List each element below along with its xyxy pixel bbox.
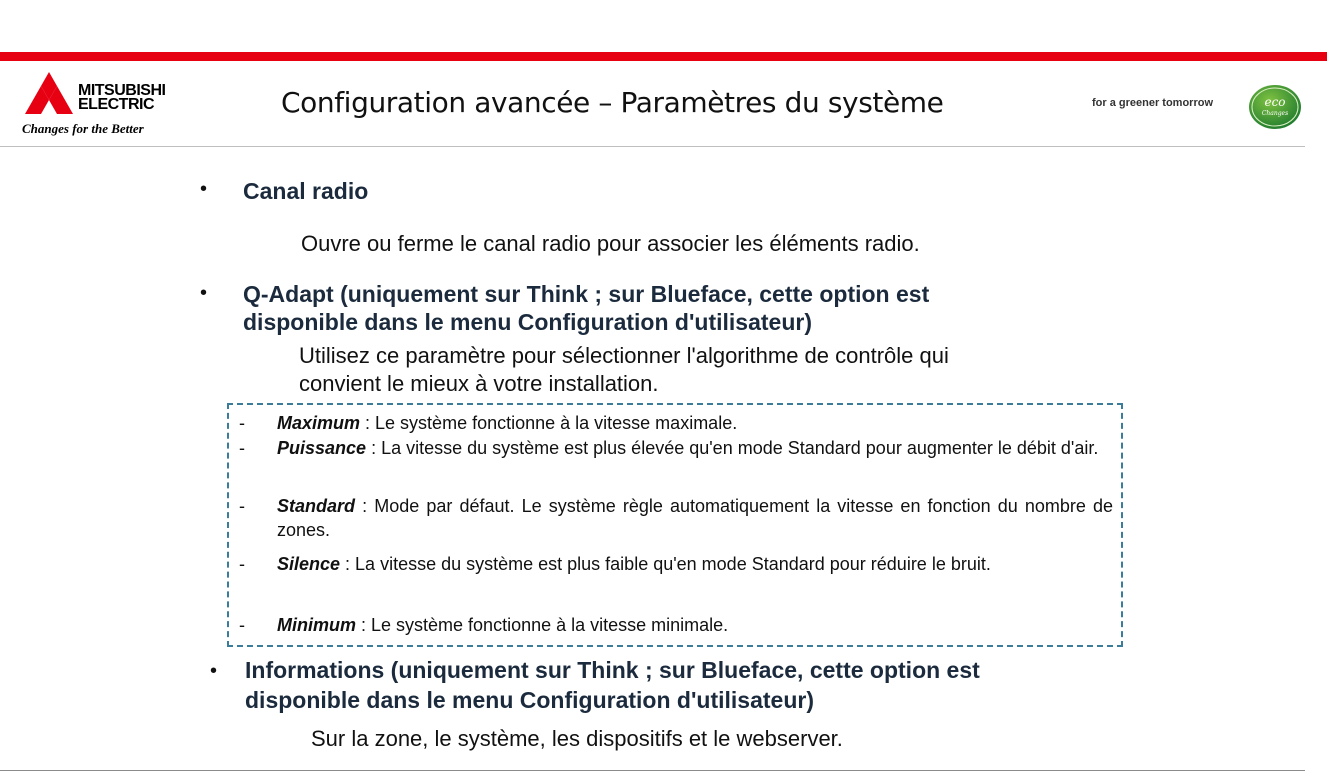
option-dash: - [239,496,245,516]
option-name: Puissance [277,438,367,458]
mitsubishi-logo [22,72,192,138]
option-dash: - [239,438,245,458]
eco-logo-subtext: Changes [1261,110,1289,117]
section-title-q-adapt-line2: disponible dans le menu Configuration d'utilisateur) [243,309,812,335]
option-dash: - [239,413,245,433]
section-title-canal-radio: Canal radio [243,178,369,204]
section-description-q-adapt-line2: convient le mieux à votre installation. [299,371,659,396]
option-text: : La vitesse du système est plus faible qu'en mode Standard pour réduire le bruit. [340,554,991,574]
section-title-informations-line2: disponible dans le menu Configuration d'utilisateur) [245,687,814,713]
option-name: Maximum [277,413,361,433]
section-title-informations-line1: Informations (uniquement sur Think ; sur Blueface, cette option est [245,657,980,683]
bullet-q-adapt: • [200,282,208,304]
eco-logo-text: eco [1264,95,1286,109]
three-diamonds-icon [22,72,76,116]
brand-name-line2: ELECTRIC [78,96,154,113]
section-description-q-adapt-line1: Utilisez ce paramètre pour sélectionner l'algorithme de contrôle qui [299,343,949,368]
option-dash: - [239,615,245,635]
option-name: Minimum [277,615,356,635]
bullet-informations: • [210,660,218,682]
brand-name-line1: MITSUBISHI [78,82,166,99]
q-adapt-options-box [227,403,1123,647]
eco-changes-logo [1248,84,1302,130]
header-divider [0,146,1305,147]
section-description-canal-radio: Ouvre ou ferme le canal radio pour associer les éléments radio. [301,231,920,256]
brand-tagline: Changes for the Better [22,121,144,136]
option-text: : Le système fonctionne à la vitesse minimale. [356,615,729,635]
option-text: : La vitesse du système est plus élevée qu'en mode Standard pour augmenter le débit d'air. [366,438,1099,458]
option-name: Standard [277,496,356,516]
footer-divider [0,770,1305,771]
section-description-informations: Sur la zone, le système, les dispositifs et le webserver. [311,726,843,751]
slogan: for a greener tomorrow [1092,97,1214,109]
option-text: : Mode par défaut. Le système règle automatiquement la vitesse en fonction du nombre de zones. [277,496,1113,540]
page-title: Configuration avancée – Paramètres du système [281,86,944,119]
option-name: Silence [277,554,341,574]
option-dash: - [239,554,245,574]
bullet-canal-radio: • [200,178,208,200]
section-title-q-adapt-line1: Q-Adapt (uniquement sur Think ; sur Blueface, cette option est [243,281,930,307]
option-text: : Le système fonctionne à la vitesse maximale. [360,413,738,433]
header-accent-bar [0,52,1327,61]
